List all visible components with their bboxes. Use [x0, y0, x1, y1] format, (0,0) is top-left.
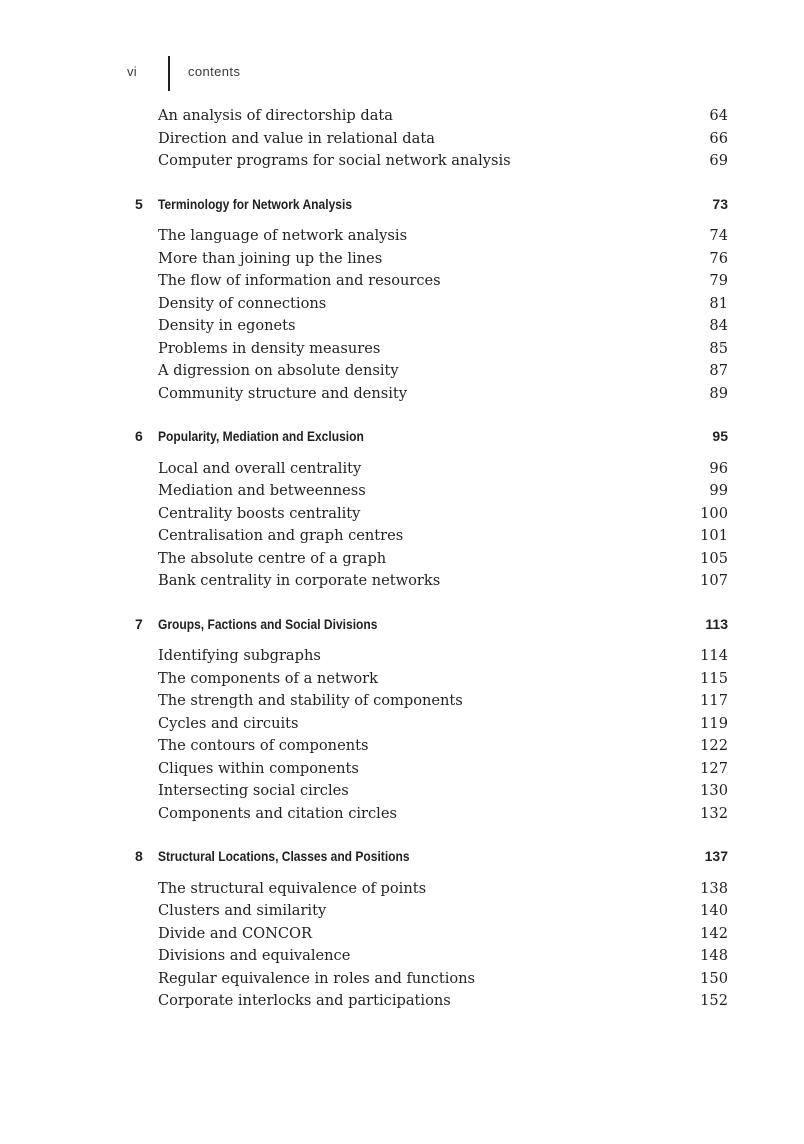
page-number: vi [127, 64, 137, 79]
toc-entry [0, 150, 804, 172]
entry-title: Cycles and circuits [158, 714, 299, 732]
entry-page-number: 87 [709, 362, 728, 379]
toc-entry [0, 105, 804, 127]
entry-page-number: 148 [700, 947, 728, 964]
entry-title: Corporate interlocks and participations [158, 992, 451, 1009]
entry-page-number: 89 [709, 384, 728, 402]
toc-entry [0, 525, 804, 547]
entry-title: Intersecting social circles [158, 782, 349, 799]
toc-entry [0, 480, 804, 502]
entry-page-number: 114 [700, 647, 728, 664]
toc-entry [0, 225, 804, 247]
toc-entry [0, 945, 804, 967]
entry-title: Centralisation and graph centres [158, 527, 404, 544]
chapter-heading [0, 425, 804, 447]
entry-page-number: 138 [700, 879, 728, 897]
chapter-title: Terminology for Network Analysis [158, 195, 353, 212]
entry-page-number: 122 [700, 737, 728, 754]
entry-title: The language of network analysis [158, 227, 408, 244]
entry-title: A digression on absolute density [158, 362, 399, 379]
toc-entry [0, 990, 804, 1012]
chapter-page-number: 95 [712, 428, 728, 444]
entry-page-number: 132 [700, 804, 728, 822]
entry-title: Direction and value in relational data [158, 129, 435, 147]
entry-title: The structural equivalence of points [158, 879, 427, 897]
entry-page-number: 99 [709, 482, 728, 499]
chapter-title: Groups, Factions and Social Divisions [158, 615, 378, 632]
chapter-title: Structural Locations, Classes and Positions [158, 848, 410, 864]
entry-title: Clusters and similarity [158, 902, 327, 919]
chapter-page-number: 137 [704, 848, 728, 864]
toc-entry [0, 900, 804, 922]
entry-page-number: 101 [700, 527, 728, 544]
toc-entry [0, 780, 804, 802]
chapter-heading [0, 845, 804, 867]
entry-title: Divisions and equivalence [158, 947, 351, 964]
entry-title: The components of a network [158, 669, 378, 687]
entry-page-number: 85 [709, 339, 728, 357]
toc-entry [0, 383, 804, 405]
toc-entry [0, 803, 804, 825]
entry-page-number: 130 [700, 782, 728, 799]
toc-entry [0, 668, 804, 690]
chapter-title: Popularity, Mediation and Exclusion [158, 428, 364, 444]
entry-page-number: 150 [700, 969, 728, 987]
toc-entry [0, 758, 804, 780]
entry-page-number: 140 [700, 902, 728, 919]
entry-page-number: 74 [709, 227, 728, 244]
running-head: contents [188, 64, 241, 79]
entry-title: Computer programs for social network analysis [158, 152, 511, 169]
entry-page-number: 66 [709, 129, 728, 147]
entry-page-number: 84 [709, 317, 728, 334]
entry-title: Density of connections [158, 294, 327, 312]
entry-title: Bank centrality in corporate networks [158, 572, 441, 589]
entry-page-number: 64 [709, 107, 728, 124]
toc-entry [0, 690, 804, 712]
toc-entry [0, 713, 804, 735]
toc-entry [0, 548, 804, 570]
entry-title: More than joining up the lines [158, 249, 383, 267]
toc-entry [0, 315, 804, 337]
entry-page-number: 127 [700, 759, 728, 777]
toc-entry [0, 968, 804, 990]
entry-page-number: 107 [700, 572, 728, 589]
entry-page-number: 119 [700, 714, 728, 732]
chapter-number: 6 [135, 428, 143, 444]
chapter-number: 5 [135, 195, 143, 212]
entry-title: Cliques within components [158, 759, 359, 777]
chapter-page-number: 113 [705, 615, 728, 632]
toc-entry [0, 923, 804, 945]
toc-entry [0, 293, 804, 315]
entry-page-number: 152 [700, 992, 728, 1009]
entry-title: An analysis of directorship data [158, 107, 393, 124]
entry-page-number: 117 [700, 692, 728, 709]
entry-title: Divide and CONCOR [158, 924, 312, 942]
toc-entry [0, 503, 804, 525]
entry-title: Local and overall centrality [158, 459, 362, 477]
chapter-number: 8 [135, 848, 143, 864]
toc-entry [0, 645, 804, 667]
toc-entry [0, 878, 804, 900]
toc-entry [0, 270, 804, 292]
entry-title: Centrality boosts centrality [158, 504, 361, 522]
toc-entry [0, 248, 804, 270]
entry-title: The contours of components [158, 737, 369, 754]
chapter-page-number: 73 [712, 195, 728, 212]
entry-title: Regular equivalence in roles and functions [158, 969, 476, 987]
chapter-heading [0, 613, 804, 635]
entry-title: The absolute centre of a graph [158, 549, 387, 567]
entry-title: Components and citation circles [158, 804, 397, 822]
entry-page-number: 100 [700, 504, 728, 522]
entry-page-number: 79 [709, 272, 728, 289]
entry-page-number: 81 [709, 294, 728, 312]
chapter-heading [0, 193, 804, 215]
entry-page-number: 105 [700, 549, 728, 567]
running-header [0, 0, 804, 100]
entry-title: Density in egonets [158, 317, 296, 334]
entry-title: Identifying subgraphs [158, 647, 321, 664]
toc-entry [0, 128, 804, 150]
entry-page-number: 69 [709, 152, 728, 169]
toc-entry [0, 458, 804, 480]
entry-title: Problems in density measures [158, 339, 381, 357]
toc-entry [0, 735, 804, 757]
entry-title: Community structure and density [158, 384, 407, 402]
header-divider [168, 56, 170, 91]
entry-page-number: 76 [709, 249, 728, 267]
toc-entry [0, 338, 804, 360]
entry-page-number: 115 [700, 669, 728, 687]
toc-entry [0, 360, 804, 382]
entry-page-number: 96 [709, 459, 728, 477]
entry-title: The flow of information and resources [158, 272, 441, 289]
entry-page-number: 142 [700, 924, 728, 942]
chapter-number: 7 [135, 615, 143, 632]
entry-title: Mediation and betweenness [158, 482, 366, 499]
entry-title: The strength and stability of components [158, 692, 463, 709]
toc-entry [0, 570, 804, 592]
